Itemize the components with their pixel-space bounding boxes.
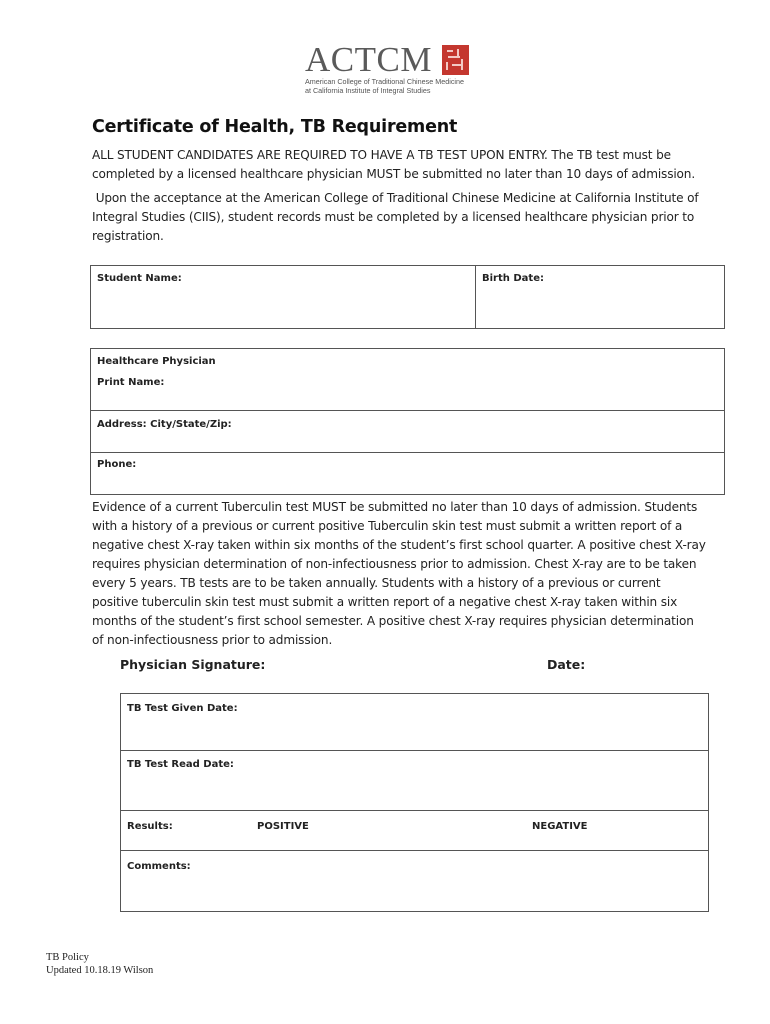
results-label: Results:	[127, 821, 173, 832]
actcm-logo	[305, 42, 475, 98]
signature-date-field[interactable]: Date:	[547, 657, 586, 672]
footer-note	[46, 951, 153, 977]
logo-subtitle-line-2: at California Institute of Integral Studies	[305, 86, 431, 95]
tb-box-divider-2	[120, 810, 709, 811]
tb-read-date-field[interactable]: TB Test Read Date:	[127, 759, 234, 770]
tb-box-divider-1	[120, 750, 709, 751]
evidence-line: negative chest X-ray taken within six months of the student’s first school quarter. A positive chest X-ray	[92, 538, 706, 552]
intro-line-4: Integral Studies (CIIS), student records must be completed by a licensed healthcare physician prior to	[92, 210, 695, 224]
student-info-box	[90, 265, 725, 329]
evidence-line: positive tuberculin skin test must submit a written report of a negative chest X-ray taken within six	[92, 595, 678, 609]
student-box-divider	[475, 265, 476, 329]
footer-line-2: Updated 10.18.19 Wilson	[46, 965, 154, 976]
physician-signature-field[interactable]: Physician Signature:	[120, 657, 266, 672]
student-name-field[interactable]: Student Name:	[97, 273, 182, 284]
evidence-line: with a history of a previous or current positive Tuberculin skin test must submit a written report of a	[92, 519, 683, 533]
result-positive-option[interactable]: POSITIVE	[257, 821, 309, 832]
tb-test-box	[120, 693, 709, 912]
tb-given-date-field[interactable]: TB Test Given Date:	[127, 703, 238, 714]
footer-line-1: TB Policy	[46, 952, 89, 963]
evidence-line: of non-infectiousness prior to admission.	[92, 633, 333, 647]
intro-line-1: ALL STUDENT CANDIDATES ARE REQUIRED TO HAVE A TB TEST UPON ENTRY. The TB test must be	[92, 148, 671, 162]
tb-box-divider-3	[120, 850, 709, 851]
intro-line-2: completed by a licensed healthcare physician MUST be submitted no later than 10 days of admission.	[92, 167, 696, 181]
physician-heading: Healthcare Physician	[97, 356, 216, 367]
physician-print-name-field[interactable]: Print Name:	[97, 377, 165, 388]
result-negative-option[interactable]: NEGATIVE	[532, 821, 588, 832]
evidence-line: every 5 years. TB tests are to be taken annually. Students with a history of a previous or current	[92, 576, 661, 590]
comments-field[interactable]: Comments:	[127, 861, 191, 872]
evidence-line: months of the student’s first school semester. A positive chest X-ray requires physician determination	[92, 614, 694, 628]
page-title: Certificate of Health, TB Requirement	[92, 117, 458, 137]
evidence-line: Evidence of a current Tuberculin test MUST be submitted no later than 10 days of admission. Students	[92, 500, 698, 514]
intro-line-3: Upon the acceptance at the American College of Traditional Chinese Medicine at California Institute of	[92, 191, 699, 205]
logo-subtitle-line-1: American College of Traditional Chinese Medicine	[305, 77, 465, 86]
seal-icon	[442, 45, 469, 75]
physician-address-field[interactable]: Address: City/State/Zip:	[97, 419, 232, 430]
logo-wordmark: ACTCM	[305, 40, 432, 79]
birth-date-field[interactable]: Birth Date:	[482, 273, 544, 284]
physician-phone-field[interactable]: Phone:	[97, 459, 137, 470]
intro-line-5: registration.	[92, 229, 164, 243]
physician-box-divider-2	[90, 452, 725, 453]
evidence-line: requires physician determination of non-infectiousness prior to admission. Chest X-ray are to be taken	[92, 557, 697, 571]
physician-box-divider-1	[90, 410, 725, 411]
